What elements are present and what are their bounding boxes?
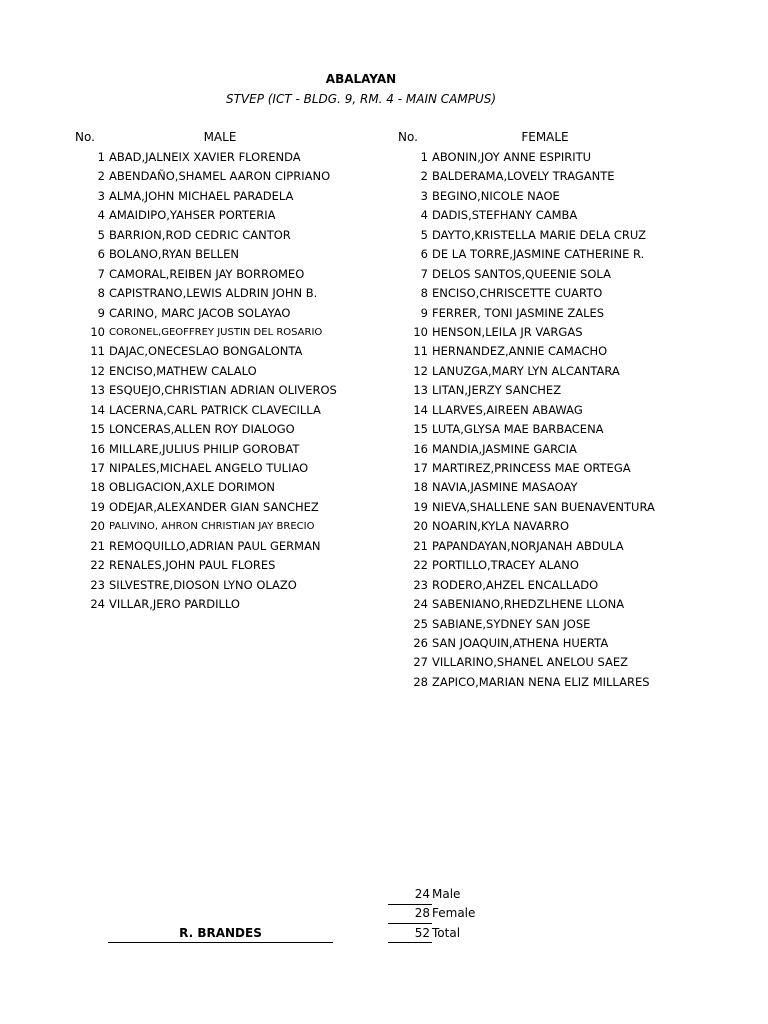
- summary-total-row: [388, 925, 460, 941]
- student-name: ABONIN,JOY ANNE ESPIRITU: [432, 150, 592, 164]
- row-number: 2: [420, 169, 428, 184]
- row-number: 4: [420, 208, 428, 223]
- male-student-row: [81, 595, 337, 614]
- row-number: 12: [90, 363, 105, 378]
- student-name: HERNANDEZ,ANNIE CAMACHO: [432, 344, 608, 359]
- female-student-row: [404, 537, 655, 556]
- male-student-row: [81, 478, 337, 497]
- female-student-row: [404, 226, 655, 245]
- student-name: MARTIREZ,PRINCESS MAE ORTEGA: [432, 461, 631, 475]
- row-number: 6: [97, 247, 105, 262]
- row-number: 15: [413, 422, 428, 437]
- female-student-row: [404, 284, 655, 303]
- student-name: CAPISTRANO,LEWIS ALDRIN JOHN B.: [109, 286, 318, 301]
- row-number: 16: [413, 441, 428, 456]
- female-student-row: [404, 576, 655, 595]
- student-name: LITAN,JERZY SANCHEZ: [432, 383, 562, 398]
- student-name: PAPANDAYAN,NORJANAH ABDULA: [432, 538, 624, 553]
- student-name: SILVESTRE,DIOSON LYNO OLAZO: [109, 577, 297, 592]
- student-name: REMOQUILLO,ADRIAN PAUL GERMAN: [109, 538, 321, 553]
- row-number: 13: [90, 383, 105, 398]
- student-name: NIPALES,MICHAEL ANGELO TULIAO: [109, 461, 309, 475]
- student-name: VILLARINO,SHANEL ANELOU SAEZ: [432, 655, 629, 670]
- row-number: 3: [97, 188, 105, 203]
- row-number: 11: [413, 344, 428, 359]
- female-student-row: [404, 595, 655, 614]
- row-number: 21: [413, 538, 428, 553]
- row-number: 18: [90, 480, 105, 495]
- male-student-row: [81, 206, 337, 225]
- summary-female-count: 28: [414, 906, 430, 920]
- row-number: 17: [413, 461, 428, 475]
- male-student-row: [81, 401, 337, 420]
- student-name: DADIS,STEFHANY CAMBA: [432, 208, 578, 223]
- student-name: LACERNA,CARL PATRICK CLAVECILLA: [109, 402, 321, 417]
- male-student-row: [81, 148, 337, 167]
- female-column-header: FEMALE: [521, 130, 569, 144]
- student-name: ENCISO,CHRISCETTE CUARTO: [432, 286, 603, 301]
- student-name: MANDIA,JASMINE GARCIA: [432, 441, 577, 456]
- student-name: ENCISO,MATHEW CALALO: [109, 363, 257, 378]
- female-student-row: [404, 381, 655, 400]
- row-number: 20: [413, 519, 428, 534]
- row-number: 14: [90, 402, 105, 417]
- student-name: ODEJAR,ALEXANDER GIAN SANCHEZ: [109, 499, 319, 514]
- student-name: ABENDAÑO,SHAMEL AARON CIPRIANO: [109, 169, 331, 184]
- male-student-row: [81, 576, 337, 595]
- student-name: DAYTO,KRISTELLA MARIE DELA CRUZ: [432, 227, 647, 242]
- student-name: NAVIA,JASMINE MASAOAY: [432, 480, 578, 495]
- student-name: ESQUEJO,CHRISTIAN ADRIAN OLIVEROS: [109, 383, 337, 398]
- document-title: ABALAYAN: [325, 72, 397, 86]
- female-student-row: [404, 420, 655, 439]
- summary-total-count: 52: [414, 926, 430, 940]
- student-name: BARRION,ROD CEDRIC CANTOR: [109, 227, 291, 242]
- row-number: 23: [413, 577, 428, 592]
- row-number: 23: [90, 577, 105, 592]
- summary-female-row: [388, 905, 475, 921]
- student-name: SABENIANO,RHEDZLHENE LLONA: [432, 597, 625, 612]
- male-student-row: [81, 304, 337, 323]
- signatory-name: R. BRANDES: [179, 926, 262, 940]
- male-student-row: [81, 245, 337, 264]
- male-student-row: [81, 440, 337, 459]
- row-number: 19: [90, 499, 105, 514]
- row-number: 26: [413, 635, 428, 650]
- male-student-row: [81, 342, 337, 361]
- female-student-row: [404, 401, 655, 420]
- row-number: 8: [420, 286, 428, 301]
- male-student-row: [81, 459, 337, 478]
- male-student-row: [81, 498, 337, 517]
- student-name: FERRER, TONI JASMINE ZALES: [432, 305, 605, 320]
- summary-male-count: 24: [414, 887, 430, 901]
- student-name: OBLIGACION,AXLE DORIMON: [109, 480, 275, 495]
- summary-total-label: Total: [432, 926, 461, 940]
- female-student-row: [404, 304, 655, 323]
- female-student-row: [404, 498, 655, 517]
- row-number: 15: [90, 422, 105, 437]
- male-student-row: [81, 226, 337, 245]
- row-number: 27: [413, 655, 428, 670]
- male-column-header: MALE: [203, 130, 237, 144]
- row-number: 10: [90, 324, 105, 339]
- female-student-row: [404, 517, 655, 536]
- student-name: SAN JOAQUIN,ATHENA HUERTA: [432, 635, 609, 650]
- row-number: 1: [420, 150, 428, 164]
- female-student-row: [404, 673, 655, 692]
- student-name: PORTILLO,TRACEY ALANO: [432, 558, 579, 573]
- student-name: CARINO, MARC JACOB SOLAYAO: [109, 305, 291, 320]
- female-student-row: [404, 187, 655, 206]
- row-number: 7: [420, 266, 428, 281]
- student-name: ZAPICO,MARIAN NENA ELIZ MILLARES: [432, 674, 650, 689]
- summary-female-label: Female: [432, 906, 476, 920]
- male-no-header: No.: [75, 130, 95, 144]
- female-student-row: [404, 556, 655, 575]
- student-name: PALIVINO, AHRON CHRISTIAN JAY BRECIO: [109, 521, 315, 533]
- student-name: CORONEL,GEOFFREY JUSTIN DEL ROSARIO: [109, 326, 323, 338]
- female-student-row: [404, 478, 655, 497]
- male-student-row: [81, 284, 337, 303]
- male-student-list: [81, 148, 337, 615]
- student-name: NIEVA,SHALLENE SAN BUENAVENTURA: [432, 499, 655, 514]
- student-name: VILLAR,JERO PARDILLO: [109, 597, 240, 612]
- row-number: 19: [413, 499, 428, 514]
- student-name: BOLANO,RYAN BELLEN: [109, 247, 239, 262]
- male-student-row: [81, 517, 337, 536]
- male-student-row: [81, 420, 337, 439]
- student-name: NOARIN,KYLA NAVARRO: [432, 519, 570, 534]
- male-student-row: [81, 362, 337, 381]
- male-student-row: [81, 167, 337, 186]
- female-student-row: [404, 440, 655, 459]
- student-name: AMAIDIPO,YAHSER PORTERIA: [109, 208, 276, 223]
- male-student-row: [81, 265, 337, 284]
- student-name: DELOS SANTOS,QUEENIE SOLA: [432, 266, 611, 281]
- student-name: DAJAC,ONECESLAO BONGALONTA: [109, 344, 303, 359]
- female-no-header: No.: [398, 130, 418, 144]
- row-number: 2: [97, 169, 105, 184]
- student-name: LANUZGA,MARY LYN ALCANTARA: [432, 363, 620, 378]
- row-number: 5: [420, 227, 428, 242]
- female-student-row: [404, 148, 655, 167]
- signature-line: [108, 942, 333, 943]
- student-name: BALDERAMA,LOVELY TRAGANTE: [432, 169, 615, 184]
- student-name: MILLARE,JULIUS PHILIP GOROBAT: [109, 441, 300, 456]
- student-name: RENALES,JOHN PAUL FLORES: [109, 558, 276, 573]
- summary-male-row: [388, 886, 460, 902]
- row-number: 1: [97, 150, 105, 164]
- student-name: LONCERAS,ALLEN ROY DIALOGO: [109, 422, 295, 437]
- student-name: HENSON,LEILA JR VARGAS: [432, 324, 583, 339]
- row-number: 24: [90, 597, 105, 612]
- row-number: 22: [90, 558, 105, 573]
- female-student-row: [404, 245, 655, 264]
- row-number: 20: [90, 519, 105, 534]
- student-name: CAMORAL,REIBEN JAY BORROMEO: [109, 266, 305, 281]
- student-name: BEGINO,NICOLE NAOE: [432, 188, 560, 203]
- student-name: LUTA,GLYSA MAE BARBACENA: [432, 422, 604, 437]
- student-name: LLARVES,AIREEN ABAWAG: [432, 402, 583, 417]
- row-number: 9: [97, 305, 105, 320]
- summary-male-label: Male: [432, 887, 461, 901]
- female-student-row: [404, 167, 655, 186]
- row-number: 9: [420, 305, 428, 320]
- row-number: 12: [413, 363, 428, 378]
- row-number: 24: [413, 597, 428, 612]
- row-number: 18: [413, 480, 428, 495]
- row-number: 8: [97, 286, 105, 301]
- row-number: 6: [420, 247, 428, 262]
- male-student-row: [81, 556, 337, 575]
- row-number: 21: [90, 538, 105, 553]
- female-student-row: [404, 653, 655, 672]
- female-student-list: [404, 148, 655, 692]
- row-number: 22: [413, 558, 428, 573]
- row-number: 17: [90, 461, 105, 475]
- row-number: 7: [97, 266, 105, 281]
- student-name: ALMA,JOHN MICHAEL PARADELA: [109, 188, 294, 203]
- female-student-row: [404, 342, 655, 361]
- male-student-row: [81, 323, 337, 342]
- row-number: 11: [90, 344, 105, 359]
- row-number: 3: [420, 188, 428, 203]
- male-student-row: [81, 187, 337, 206]
- student-name: SABIANE,SYDNEY SAN JOSE: [432, 616, 591, 631]
- row-number: 4: [97, 208, 105, 223]
- female-student-row: [404, 265, 655, 284]
- female-student-row: [404, 323, 655, 342]
- document-subtitle: STVEP (ICT - BLDG. 9, RM. 4 - MAIN CAMPUS): [225, 92, 497, 106]
- student-name: ABAD,JALNEIX XAVIER FLORENDA: [109, 150, 301, 164]
- female-student-row: [404, 615, 655, 634]
- row-number: 10: [413, 324, 428, 339]
- row-number: 25: [413, 616, 428, 631]
- row-number: 5: [97, 227, 105, 242]
- male-student-row: [81, 537, 337, 556]
- female-student-row: [404, 362, 655, 381]
- summary-divider: [388, 942, 432, 943]
- female-student-row: [404, 206, 655, 225]
- row-number: 14: [413, 402, 428, 417]
- row-number: 16: [90, 441, 105, 456]
- row-number: 13: [413, 383, 428, 398]
- summary-divider: [388, 923, 432, 924]
- row-number: 28: [413, 674, 428, 689]
- student-name: RODERO,AHZEL ENCALLADO: [432, 577, 599, 592]
- student-name: DE LA TORRE,JASMINE CATHERINE R.: [432, 247, 645, 262]
- male-student-row: [81, 381, 337, 400]
- female-student-row: [404, 634, 655, 653]
- female-student-row: [404, 459, 655, 478]
